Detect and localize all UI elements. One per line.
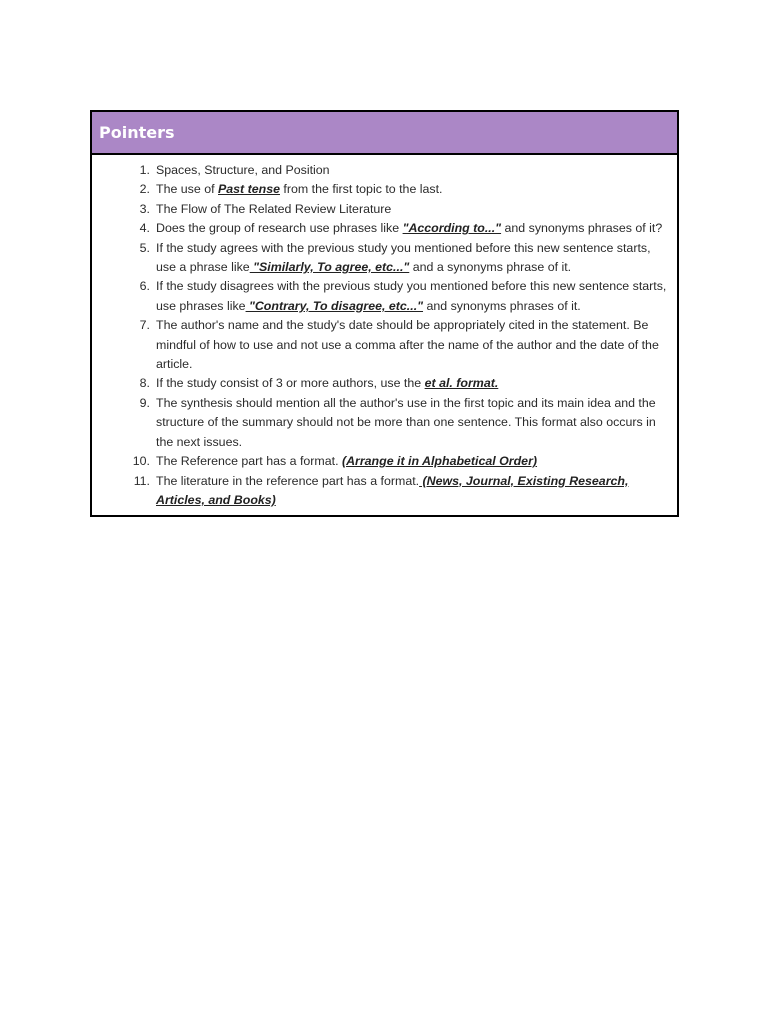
list-item-number: 11. bbox=[133, 473, 150, 488]
list-item-text: from the first topic to the last. bbox=[279, 182, 443, 197]
list-item bbox=[92, 452, 671, 471]
list-item-number: 2. bbox=[139, 182, 150, 197]
emphasized-phrase: (News, Journal, Existing Research, Articles, and Books) bbox=[156, 473, 629, 507]
emphasized-phrase: Past tense bbox=[218, 182, 280, 197]
pointers-header bbox=[92, 112, 677, 155]
list-item bbox=[92, 472, 671, 511]
emphasized-phrase: et al. format. bbox=[424, 376, 499, 391]
list-item-number: 8. bbox=[139, 376, 150, 391]
list-item-number: 10. bbox=[132, 454, 150, 469]
list-item-number: 4. bbox=[139, 221, 150, 236]
list-item-text: The literature in the reference part has a format. bbox=[156, 473, 420, 488]
list-item-number: 6. bbox=[139, 279, 150, 294]
list-item-number: 9. bbox=[139, 395, 150, 410]
emphasized-phrase: "Contrary, To disagree, etc..." bbox=[245, 298, 424, 313]
list-item bbox=[92, 316, 671, 374]
list-item-text: Does the group of research use phrases like bbox=[156, 221, 403, 236]
list-item bbox=[92, 200, 671, 219]
pointers-title: Pointers bbox=[99, 123, 175, 142]
list-item bbox=[92, 239, 671, 278]
list-item-number: 7. bbox=[139, 318, 150, 333]
list-item-text: If the study disagrees with the previous study you mentioned before this new sentence starts, use phrases like bbox=[156, 279, 667, 313]
list-item-text: If the study consist of 3 or more authors, use the bbox=[156, 376, 425, 391]
list-item-text: and synonyms phrases of it. bbox=[423, 298, 581, 313]
pointers-list bbox=[92, 155, 677, 515]
list-item-number: 1. bbox=[139, 163, 150, 177]
pointers-box bbox=[90, 110, 679, 517]
list-item bbox=[92, 180, 671, 199]
list-item bbox=[92, 374, 671, 393]
list-item-text: The Flow of The Related Review Literature bbox=[156, 201, 392, 216]
emphasized-phrase: "Similarly, To agree, etc..." bbox=[249, 260, 410, 275]
emphasized-phrase: (Arrange it in Alphabetical Order) bbox=[341, 454, 538, 469]
list-item-text: Spaces, Structure, and Position bbox=[156, 163, 330, 177]
list-item bbox=[92, 219, 671, 238]
list-item bbox=[92, 394, 671, 452]
list-item-text: The synthesis should mention all the author's use in the first topic and its main idea and the structure of the summary should not be more than one sentence. This format also occurs in the next issues. bbox=[156, 395, 656, 449]
list-item-text: The use of bbox=[156, 182, 218, 197]
list-item bbox=[92, 277, 671, 316]
list-item-text: If the study agrees with the previous study you mentioned before this new sentence starts, use a phrase like bbox=[156, 240, 651, 275]
emphasized-phrase: "According to..." bbox=[402, 221, 502, 236]
list-item bbox=[92, 161, 671, 180]
list-item-text: The author's name and the study's date should be appropriately cited in the statement. Be mindful of how to use and not use a comma after the name of the author and the date of the article. bbox=[156, 318, 659, 372]
list-item-text: The Reference part has a format. bbox=[156, 454, 342, 469]
list-item-text: and synonyms phrases of it? bbox=[501, 221, 663, 236]
list-item-number: 3. bbox=[139, 201, 150, 216]
list-item-number: 5. bbox=[139, 240, 150, 255]
list-item-text: and a synonyms phrase of it. bbox=[409, 260, 572, 275]
